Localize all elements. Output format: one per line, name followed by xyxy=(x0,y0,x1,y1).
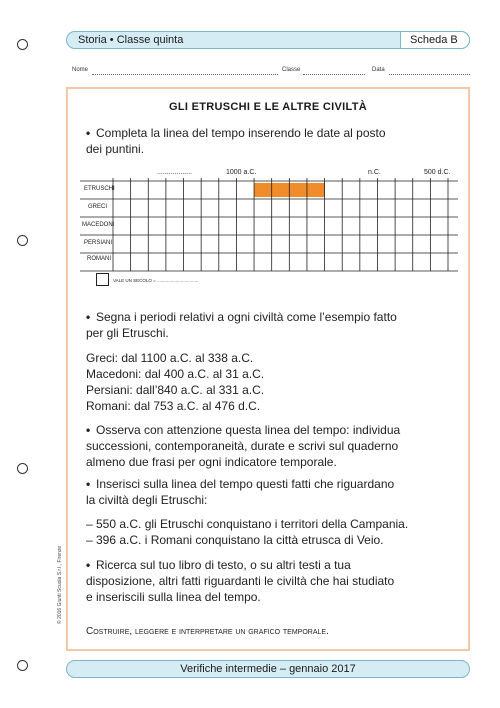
timeline-row-label: GRECI xyxy=(88,204,108,210)
instruction-text: Osserva con attenzione questa linea del tempo: individua xyxy=(96,423,401,437)
bullet-icon: • xyxy=(86,310,91,324)
subject-label: Storia • Classe quinta xyxy=(78,34,184,46)
instruction-text: e inseriscili sulla linea del tempo. xyxy=(86,590,261,604)
timeline-row-label: PERSIANI xyxy=(84,240,113,246)
instruction-text: per gli Etruschi. xyxy=(86,326,169,340)
bullet-icon: • xyxy=(86,423,91,437)
name-field-label: Nome xyxy=(72,67,89,73)
bullet-icon: • xyxy=(86,558,91,572)
instruction-text: Ricerca sul tuo libro di testo, o su altri testi a tua xyxy=(96,558,351,572)
instruction-text: disposizione, altri fatti riguardanti le civiltà che hai studiato xyxy=(86,574,395,588)
bullet-icon: • xyxy=(86,477,91,491)
instruction-segna xyxy=(86,309,397,325)
timeline-label-nc: n.C. xyxy=(368,169,381,176)
instruction-inserisci xyxy=(86,476,394,492)
timeline-label-1000: 1000 a.C. xyxy=(226,169,257,176)
instruction-text: la civiltà degli Etruschi: xyxy=(86,493,208,507)
timeline-row-label: ETRUSCHI xyxy=(84,186,115,192)
instruction-text: almeno due frasi per ogni indicatore temporale. xyxy=(86,455,337,469)
class-field-label: Classe xyxy=(282,67,301,73)
instruction-text: Segna i periodi relativi a ogni civiltà come l’esempio fatto xyxy=(96,310,397,324)
page-title: GLI ETRUSCHI E LE ALTRE CIVILTÀ xyxy=(169,101,367,113)
date-field-label: Data xyxy=(372,67,385,73)
bullet-icon: • xyxy=(86,126,91,140)
instruction-text: successioni, contemporaneità, durate e scrivi sul quaderno xyxy=(86,439,399,453)
skill-label: Costruire, leggere e interpretare un grafico temporale. xyxy=(86,626,329,637)
copyright-text: © 2016 Giunti Scuola S.r.l., Firenze xyxy=(57,545,63,624)
fact-item: – 396 a.C. i Romani conquistano la città etrusca di Veio. xyxy=(86,533,384,547)
period-item: Greci: dal 1100 a.C. al 338 a.C. xyxy=(86,351,254,365)
binder-hole-icon xyxy=(17,235,28,246)
binder-hole-icon xyxy=(17,660,28,671)
instruction-text: dei puntini. xyxy=(86,142,145,156)
instruction-complete xyxy=(86,125,386,141)
instruction-osserva xyxy=(86,422,400,438)
period-item: Romani: dal 753 a.C. al 476 d.C. xyxy=(86,399,261,413)
class-field-line[interactable] xyxy=(303,74,365,75)
binder-hole-icon xyxy=(17,39,28,50)
fact-item: – 550 a.C. gli Etruschi conquistano i territori della Campania. xyxy=(86,517,409,531)
instruction-ricerca xyxy=(86,557,351,573)
timeline-label-500: 500 d.C. xyxy=(424,169,451,176)
name-field-line[interactable] xyxy=(92,74,278,75)
timeline-row-label: ROMANI xyxy=(87,256,111,262)
instruction-text: Inserisci sulla linea del tempo questi fatti che riguardano xyxy=(96,477,395,491)
sheet-label: Scheda B xyxy=(410,34,458,46)
legend-text[interactable]: VALE UN SECOLO = ................................. xyxy=(113,278,199,283)
binder-hole-icon xyxy=(17,463,28,474)
legend-swatch xyxy=(96,273,109,286)
timeline-row-label: MACEDONI xyxy=(82,222,115,228)
timeline-blank-date[interactable]: .................. xyxy=(157,169,193,176)
date-field-line[interactable] xyxy=(389,74,470,75)
period-item: Macedoni: dal 400 a.C. al 31 a.C. xyxy=(86,367,265,381)
instruction-text: Completa la linea del tempo inserendo le date al posto xyxy=(96,126,386,140)
footer-text: Verifiche intermedie – gennaio 2017 xyxy=(180,663,356,675)
period-item: Persiani: dall’840 a.C. al 331 a.C. xyxy=(86,383,265,397)
